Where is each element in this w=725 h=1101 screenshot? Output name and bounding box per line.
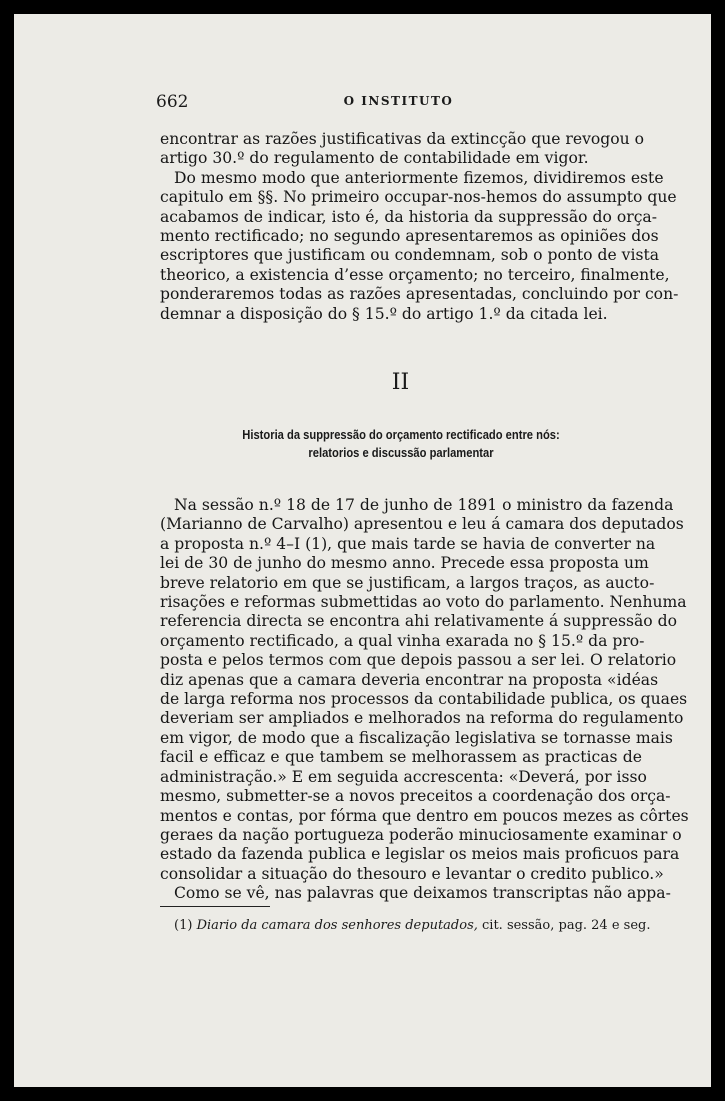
book-page	[14, 14, 711, 1087]
text-line: mentos e contas, por fórma que dentro em poucos mezes as côrtes	[160, 806, 689, 825]
text-line: referencia directa se encontra ahi relativamente á suppressão do	[160, 612, 677, 631]
text-line: mento rectificado; no segundo apresentaremos as opiniões dos	[160, 227, 659, 246]
text-line: breve relatorio em que se justificam, a largos traços, as aucto-	[160, 573, 655, 592]
text-line: encontrar as razões justificativas da extincção que revogou o	[160, 130, 645, 148]
text-line: lei de 30 de junho do mesmo anno. Precede essa proposta um	[160, 554, 649, 573]
text-line: orçamento rectificado, a qual vinha exarada no § 15.º da pro-	[160, 631, 645, 650]
paragraph	[160, 168, 679, 324]
text-line: diz apenas que a camara deveria encontrar na proposta «idéas	[160, 670, 659, 689]
section-numeral: II	[391, 370, 410, 395]
text-line: acabamos de indicar, isto é, da historia da suppressão do orça-	[160, 207, 657, 226]
body-text-top	[160, 130, 679, 324]
text-line: em vigor, de modo que a fiscalização legislativa se tornasse mais	[160, 728, 673, 747]
footnote-rest: cit. sessão, pag. 24 e seg.	[482, 918, 651, 933]
text-line: geraes da nação portugueza poderão minuciosamente examinar o	[160, 825, 682, 844]
paragraph	[160, 130, 645, 169]
text-line: Do mesmo modo que anteriormente fizemos, dividiremos este	[174, 168, 664, 187]
text-line: ponderaremos todas as razões apresentadas, concluindo por con-	[160, 285, 679, 304]
text-line: Na sessão n.º 18 de 17 de junho de 1891 o ministro da fazenda	[174, 496, 674, 514]
text-line: estado da fazenda publica e legislar os meios mais proficuos para	[160, 845, 680, 864]
text-line: a proposta n.º 4–I (1), que mais tarde se havia de converter na	[160, 534, 656, 553]
text-line: risações e reformas submettidas ao voto do parlamento. Nenhuma	[160, 593, 687, 612]
paragraph	[160, 884, 671, 903]
text-line: artigo 30.º do regulamento de contabilidade em vigor.	[160, 149, 589, 168]
section-title-line-1: Historia da suppressão do orçamento rectificado entre nós:	[242, 427, 560, 442]
running-title: O INSTITUTO	[343, 94, 454, 108]
footnote-source: Diario da camara dos senhores deputados,	[196, 918, 478, 933]
text-line: Como se vê, nas palavras que deixamos transcriptas não appa-	[174, 884, 671, 903]
text-line: demnar a disposição do § 15.º do artigo 1.º da citada lei.	[160, 304, 608, 323]
section-title	[194, 426, 609, 462]
text-line: consolidar a situação do thesouro e levantar o credito publico.»	[160, 864, 664, 883]
footnote-marker: (1)	[174, 918, 193, 933]
footnote	[174, 918, 651, 933]
text-line: posta e pelos termos com que depois passou a ser lei. O relatorio	[160, 651, 677, 670]
page-number: 662	[156, 92, 189, 112]
footnote-rule	[160, 906, 270, 907]
text-line: facil e efficaz e que tambem se melhorassem as practicas de	[160, 748, 642, 767]
text-line: (Marianno de Carvalho) apresentou e leu á camara dos deputados	[160, 515, 684, 534]
text-line: capitulo em §§. No primeiro occupar-nos-hemos do assumpto que	[160, 188, 677, 207]
paragraph	[160, 496, 689, 884]
text-line: de larga reforma nos processos da contabilidade publica, os quaes	[160, 690, 688, 709]
text-line: administração.» E em seguida accrescenta: «Deverá, por isso	[160, 767, 647, 786]
text-line: escriptores que justificam ou condemnam, sob o ponto de vista	[160, 246, 660, 265]
section-title-line-2: relatorios e discussão parlamentar	[308, 445, 494, 460]
text-line: deveriam ser ampliados e melhorados na reforma do regulamento	[160, 709, 684, 728]
page-header	[156, 92, 641, 114]
text-line: mesmo, submetter-se a novos preceitos a coordenação dos orça-	[160, 787, 671, 806]
body-text-bottom	[160, 496, 689, 904]
text-line: theorico, a existencia d’esse orçamento; no terceiro, finalmente,	[160, 265, 670, 284]
